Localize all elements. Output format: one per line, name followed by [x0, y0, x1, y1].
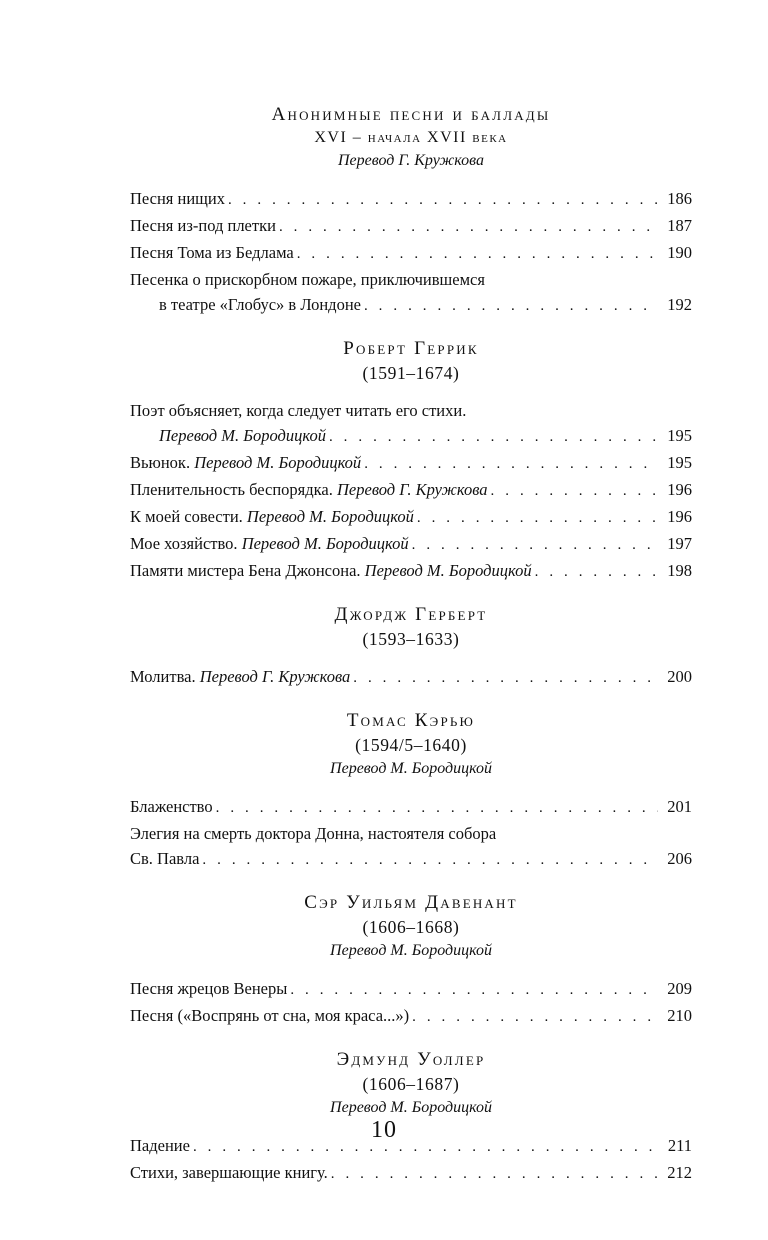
section-header [130, 709, 692, 781]
entry-translator: Перевод Г. Кружкова [337, 480, 488, 499]
section-author: Эдмунд Уоллер [336, 1049, 486, 1070]
dot-leader [409, 1005, 658, 1030]
section-header [130, 891, 692, 963]
page-number: 187 [667, 216, 692, 235]
dot-leader [409, 533, 658, 558]
toc-entry[interactable] [130, 213, 692, 240]
dot-leader [199, 848, 658, 873]
dot-leader [213, 796, 658, 821]
dot-leader [276, 215, 658, 240]
page-number: 197 [667, 534, 692, 553]
dot-leader [294, 242, 658, 267]
page-number: 201 [667, 797, 692, 816]
dot-leader [488, 479, 658, 504]
entry-title: Песня жрецов Венеры [130, 979, 288, 998]
section-author: Джордж Герберт [334, 604, 488, 625]
toc-entry[interactable] [130, 664, 692, 691]
folio-page-number: 10 [371, 1117, 397, 1143]
page-number: 190 [667, 243, 692, 262]
entry-title: Св. Павла [130, 849, 200, 868]
section-years: (1606–1687) [362, 1074, 460, 1094]
toc-entry[interactable] [130, 558, 692, 585]
entry-title: Молитва. [130, 667, 196, 686]
page-number: 192 [667, 295, 692, 314]
page-number: 196 [667, 480, 692, 499]
toc-entry[interactable] [130, 821, 692, 873]
toc-entry[interactable] [130, 504, 692, 531]
dot-leader [225, 188, 658, 213]
entry-translator: Перевод Г. Кружкова [199, 667, 351, 686]
entry-title: Песня («Воспрянь от сна, моя краса...») [130, 1006, 410, 1025]
dot-leader [361, 452, 658, 477]
page-number: 212 [667, 1163, 692, 1182]
section-author: Анонимные песни и баллады [271, 104, 551, 125]
entry-title: Стихи, завершающие книгу. [130, 1163, 328, 1182]
dot-leader [350, 666, 658, 691]
toc-entry[interactable] [130, 240, 692, 267]
page-number: 195 [667, 453, 692, 472]
page-number: 209 [667, 979, 692, 998]
section-years: (1594/5–1640) [355, 735, 467, 755]
section-author: Сэр Уильям Давенант [304, 892, 518, 913]
entry-title: Памяти мистера Бена Джонсона. [130, 561, 361, 580]
page-number: 206 [667, 849, 692, 868]
dot-leader [326, 425, 658, 450]
dot-leader [532, 560, 658, 585]
page-number: 210 [667, 1006, 692, 1025]
section-years: (1593–1633) [362, 629, 460, 649]
dot-leader [328, 1162, 658, 1187]
entry-translator: Перевод М. Бородицкой [159, 426, 326, 445]
entry-title: Песня из-под плетки [130, 216, 276, 235]
entry-title: Песня нищих [130, 189, 225, 208]
entry-title: Падение [130, 1136, 190, 1155]
toc-entry[interactable] [130, 450, 692, 477]
table-of-contents [130, 103, 692, 1187]
section-subtitle: XVI – начала XVII века [314, 129, 508, 146]
entry-title: К моей совести. [130, 507, 243, 526]
toc-entry[interactable] [130, 186, 692, 213]
section-header [130, 337, 692, 385]
section-translator: Перевод М. Бородицкой [330, 1099, 492, 1116]
dot-leader [414, 506, 658, 531]
toc-entry[interactable] [130, 267, 692, 319]
toc-entry[interactable] [130, 976, 692, 1003]
page-number: 196 [667, 507, 692, 526]
toc-entry[interactable] [130, 1160, 692, 1187]
section-header [130, 603, 692, 651]
section-translator: Перевод Г. Кружкова [338, 152, 484, 169]
section-years: (1606–1668) [362, 917, 460, 937]
entry-title: Мое хозяйство. [130, 534, 238, 553]
section-header [130, 103, 692, 173]
page-number: 195 [667, 426, 692, 445]
section-translator: Перевод М. Бородицкой [330, 760, 492, 777]
dot-leader [361, 294, 658, 319]
entry-title: Пленительность беспорядка. [130, 480, 333, 499]
toc-entry[interactable] [130, 1003, 692, 1030]
toc-entry[interactable] [130, 794, 692, 821]
section-years: (1591–1674) [362, 363, 460, 383]
entry-title: в театре «Глобус» в Лондоне [159, 295, 361, 314]
entry-title: Песня Тома из Бедлама [130, 243, 294, 262]
entry-title-line1: Поэт объясняет, когда следует читать его стихи. [130, 401, 467, 420]
toc-entry[interactable] [130, 477, 692, 504]
page-number: 211 [667, 1136, 692, 1155]
section-translator: Перевод М. Бородицкой [330, 942, 492, 959]
toc-entry[interactable] [130, 531, 692, 558]
entry-translator: Перевод М. Бородицкой [364, 561, 532, 580]
page-number: 200 [667, 667, 692, 686]
entry-title: Вьюнок. [130, 453, 191, 472]
entry-title-line1: Песенка о прискорбном пожаре, приключившемся [130, 270, 485, 289]
section-author: Роберт Геррик [343, 338, 479, 359]
toc-entry[interactable] [130, 398, 692, 450]
section-author: Томас Кэрью [346, 710, 476, 731]
page-number: 198 [667, 561, 692, 580]
dot-leader [287, 978, 658, 1003]
entry-translator: Перевод М. Бородицкой [241, 534, 409, 553]
entry-translator: Перевод М. Бородицкой [246, 507, 414, 526]
entry-translator: Перевод М. Бородицкой [194, 453, 362, 472]
entry-title-line1: Элегия на смерть доктора Донна, настоятеля собора [130, 824, 497, 843]
section-header [130, 1048, 692, 1120]
entry-title: Блаженство [130, 797, 213, 816]
page-number: 186 [667, 189, 692, 208]
